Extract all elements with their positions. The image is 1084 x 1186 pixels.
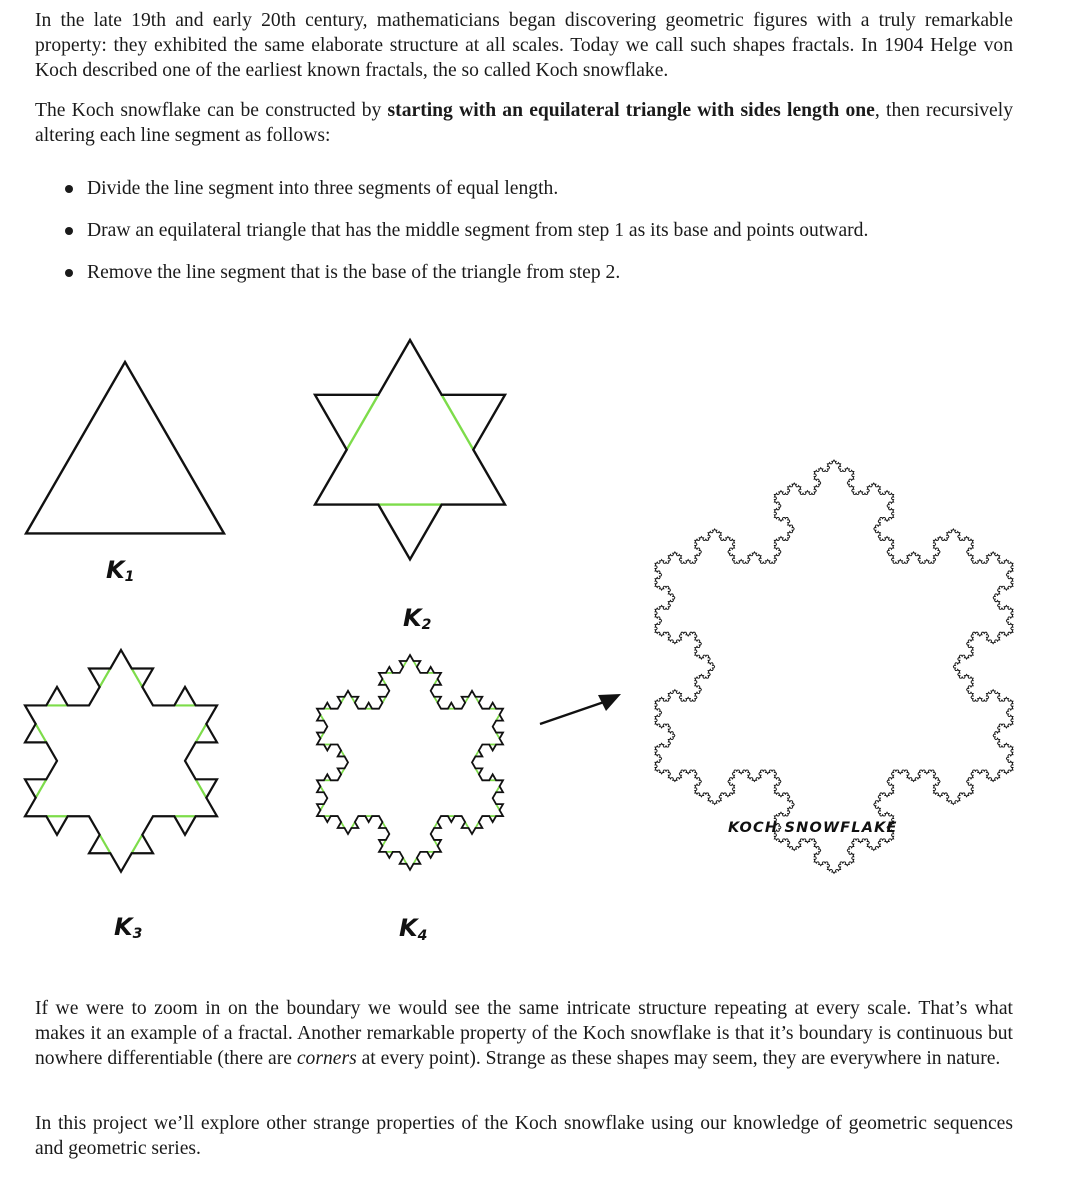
label-koch-snowflake: KOCH SNOWFLAKE: [728, 820, 898, 836]
project-paragraph: In this project we’ll explore other strange properties of the Koch snowflake using our knowledge of geometric sequences and geometric series.: [35, 1113, 1013, 1159]
fractal-text-italic: corners: [296, 1048, 357, 1069]
bullet-icon: [65, 185, 73, 193]
k1-outline: [26, 362, 224, 533]
step-text: Divide the line segment into three segments of equal length.: [87, 178, 559, 199]
k4-outline: [317, 655, 503, 870]
removed-base-segment: [347, 395, 379, 450]
list-item: [60, 260, 1020, 302]
removed-base-segment: [196, 724, 207, 742]
removed-base-segment: [132, 835, 143, 853]
koch-snowflake-figure: [0, 300, 1084, 970]
removed-base-segment: [36, 724, 47, 742]
k2-outline: [315, 340, 505, 559]
koch-snowflake-limit: [655, 460, 1013, 873]
fractal-text-start: If we were to zoom in on the boundary we would see the same intricate structure repeating at every scale. That’s what makes it an example of a fractal. Another remarkable property of the Koch snowflake is that it’s boundary is continuous but nowhere differentiable (there are: [35, 998, 1013, 1069]
k1-triangle: [26, 362, 224, 533]
snowflake-outline: [655, 460, 1013, 873]
label-k1: K1: [106, 556, 135, 585]
fractal-paragraph: [35, 996, 1013, 1071]
removed-base-segment: [100, 835, 111, 853]
arrow-line: [540, 702, 604, 724]
label-k2-sub: 2: [421, 617, 432, 633]
k3-shape: [25, 650, 217, 872]
k3-outline: [25, 650, 217, 872]
removed-base-segment: [100, 668, 111, 686]
k2-removed-bases: [347, 395, 474, 505]
label-k1-sub: 1: [124, 569, 135, 585]
intro-paragraph: In the late 19th and early 20th century, mathematicians began discovering geometric figures with a truly remarkable property: they exhibited the same elaborate structure at all scales. Today we call such shapes fractals. In 1904 Helge von Koch described one of the earliest known fractals, the so called Koch snowflake.: [35, 10, 1013, 81]
label-k3-sub: 3: [132, 926, 143, 942]
bullet-icon: [65, 269, 73, 277]
fractal-text-end: at every point). Strange as these shapes may seem, they are everywhere in nature.: [356, 1048, 1001, 1069]
step-text: Remove the line segment that is the base of the triangle from step 2.: [87, 262, 621, 283]
list-item: [60, 218, 1020, 260]
removed-base-segment: [196, 779, 207, 797]
removed-base-segment: [442, 395, 474, 450]
label-k3: K3: [114, 913, 143, 942]
removed-base-segment: [36, 779, 47, 797]
k4-shape: [317, 655, 503, 870]
construction-paragraph: [35, 98, 1013, 148]
step-text: Draw an equilateral triangle that has the middle segment from step 1 as its base and points outward.: [87, 220, 869, 241]
label-k2: K2: [403, 604, 432, 633]
removed-base-segment: [132, 668, 143, 686]
label-k4-sub: 4: [417, 928, 428, 944]
bullet-icon: [65, 227, 73, 235]
k2-star: [315, 340, 505, 559]
construction-text-start: The Koch snowflake can be constructed by: [35, 100, 388, 121]
list-item: [60, 176, 1020, 218]
construction-steps-list: [60, 176, 1020, 302]
label-k4: K4: [399, 914, 428, 944]
construction-text-end: , then recursively altering each line segment as follows:: [35, 100, 1013, 146]
construction-text-bold: starting with an equilateral triangle with sides length one: [387, 100, 875, 121]
